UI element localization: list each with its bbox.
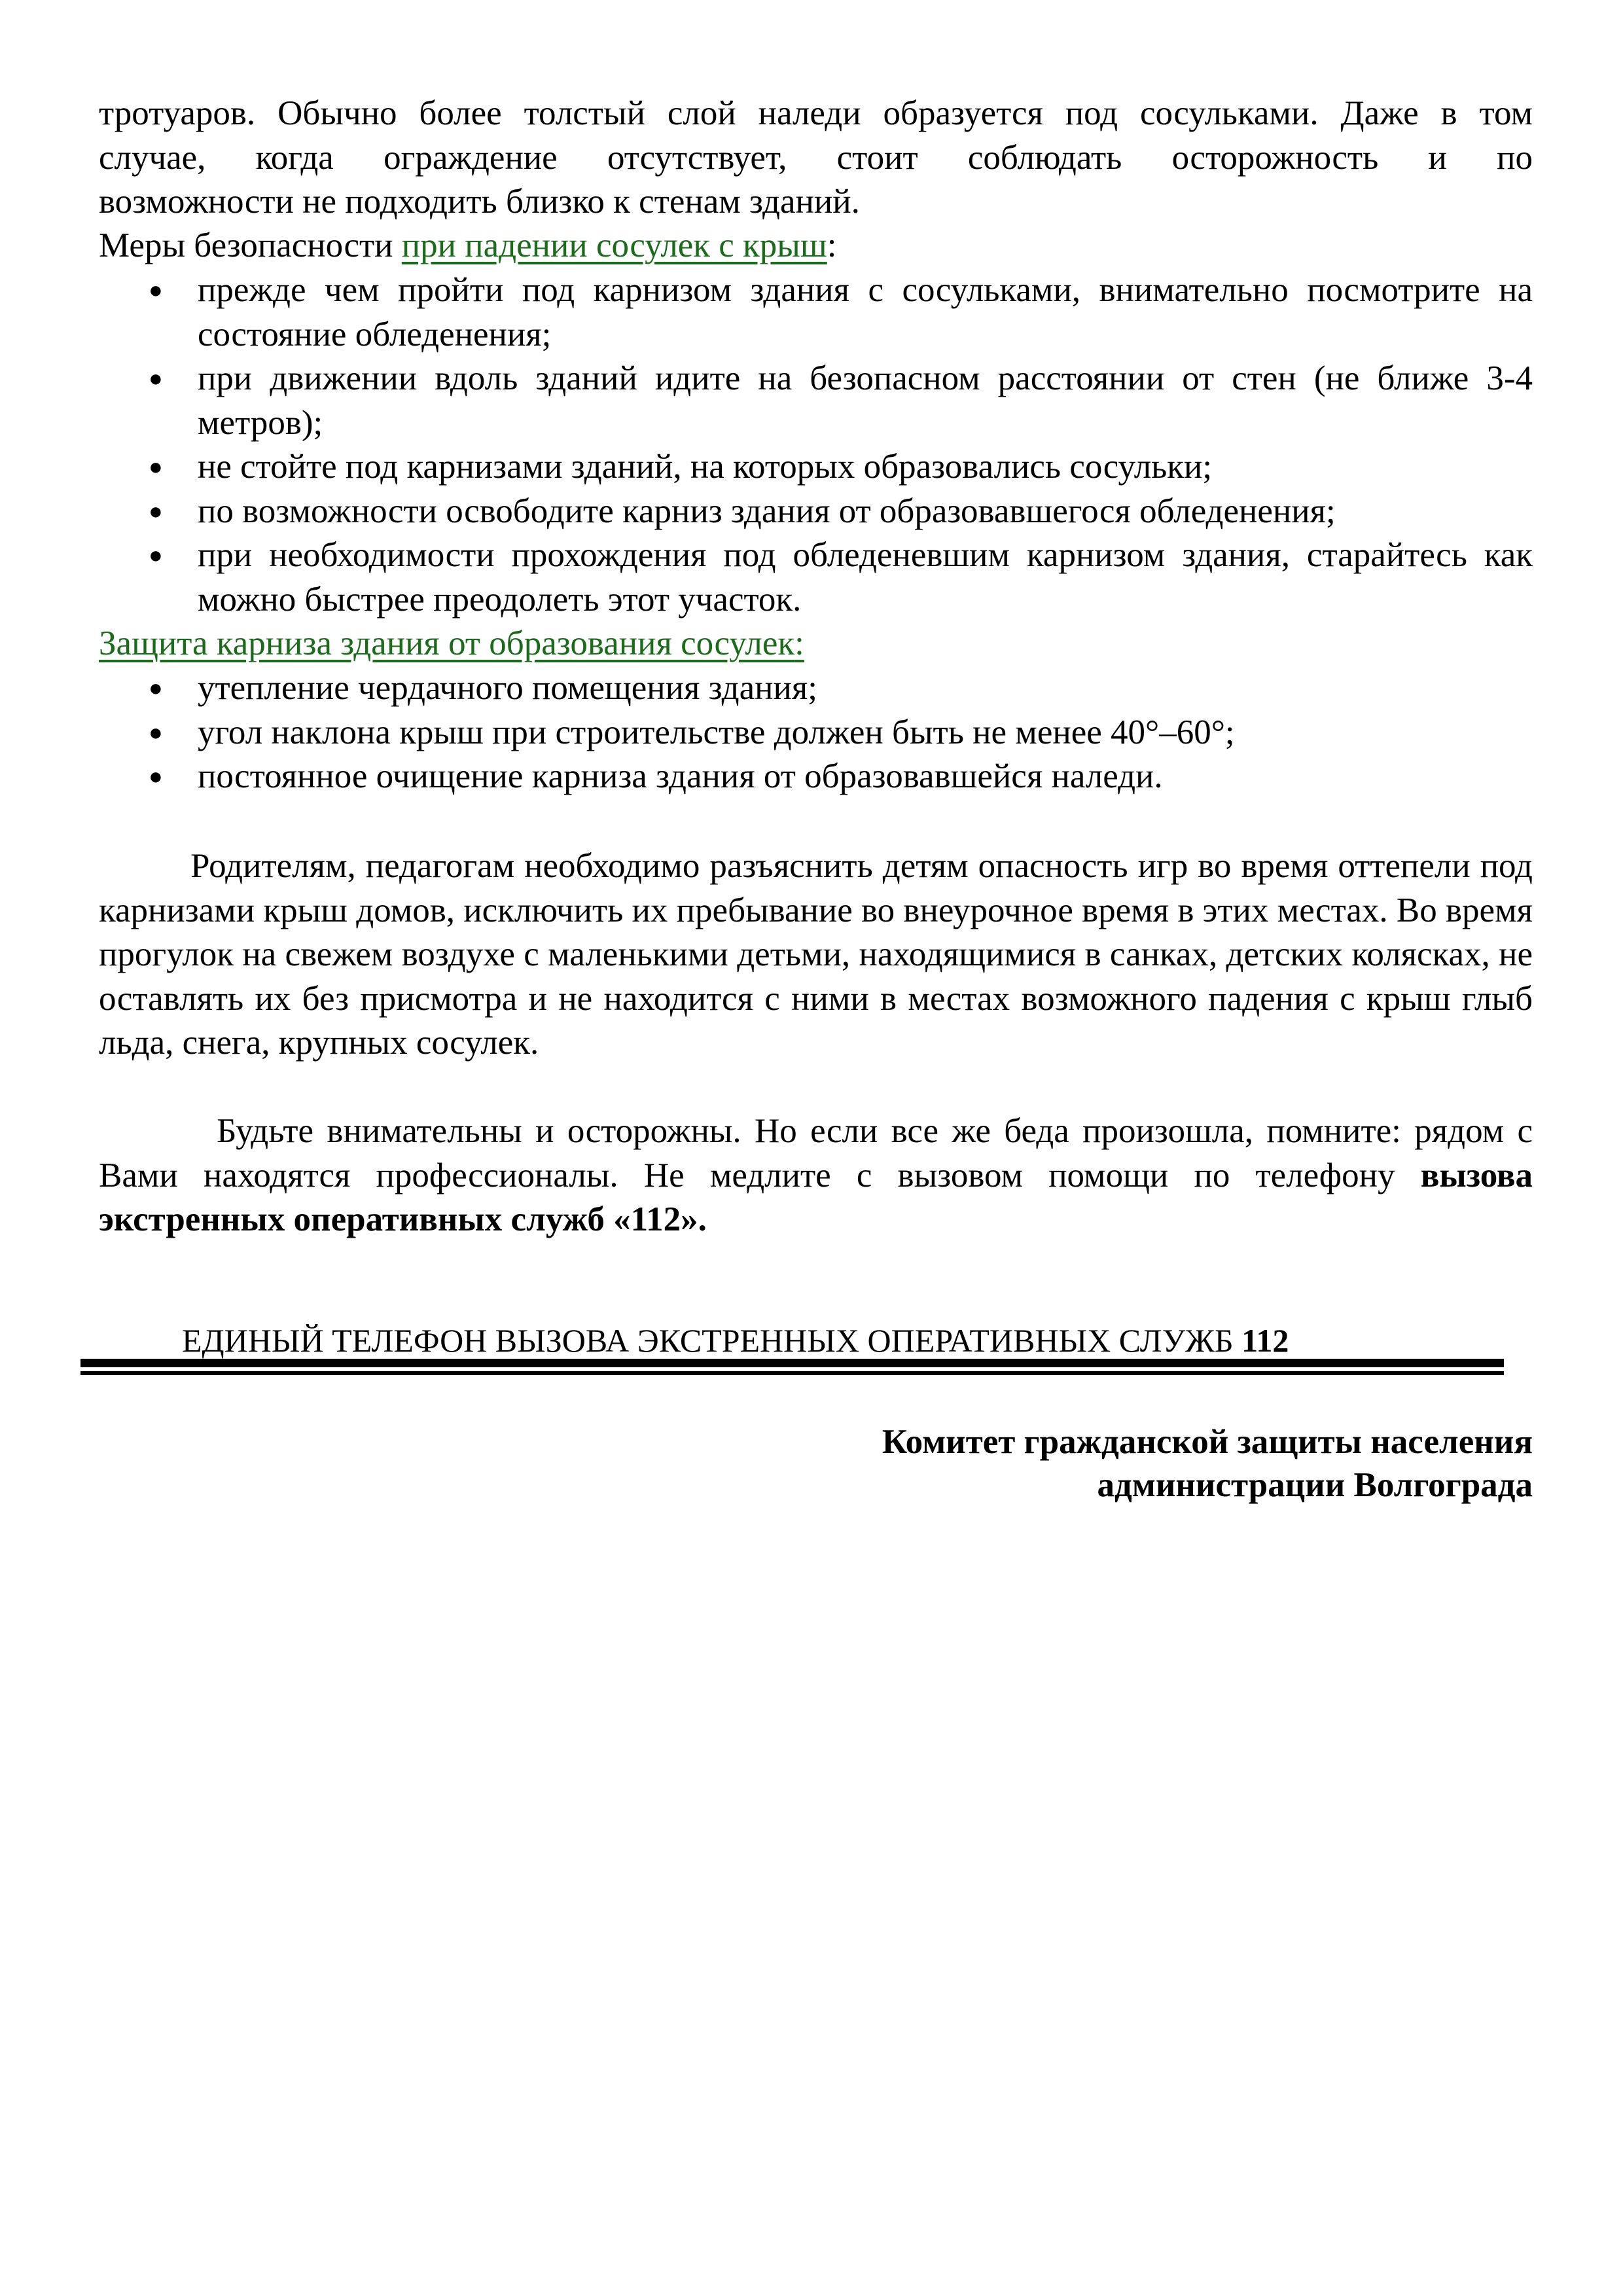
- bullet-icon: ●: [149, 763, 163, 789]
- intro-line-3: возможности не подходить близко к стенам зданий.: [99, 183, 860, 221]
- list-item: ● при необходимости прохождения под обледеневшим карнизом здания, старайтесь как можно быстрее преодолеть этот участок.: [99, 533, 1533, 622]
- banner-text: ЕДИНЫЙ ТЕЛЕФОН ВЫЗОВА ЭКСТРЕННЫХ ОПЕРАТИВНЫХ СЛУЖБ 112: [182, 1322, 1289, 1359]
- intro-line-2: случае, когда ограждение отсутствует, стоит соблюдать осторожность и по: [99, 138, 1533, 177]
- safety-measures-heading: [99, 224, 1533, 268]
- safety-measures-lead: Меры безопасности: [99, 226, 402, 264]
- divider-thin: [80, 1371, 1504, 1375]
- bullet-icon: ●: [149, 365, 163, 391]
- list-item: ● утепление чердачного помещения здания;: [99, 666, 1533, 711]
- closing-text: Будьте внимательны и осторожны. Но если все же беда произошла, помните: рядом с Вами находятся профессионалы. Не медлите с вызовом помощи по телефону: [99, 1112, 1533, 1194]
- bullet-icon: ●: [149, 454, 163, 480]
- safety-measures-link[interactable]: при падении сосулек с крыш: [401, 226, 827, 264]
- divider-thick: [80, 1359, 1504, 1367]
- protection-heading: [99, 622, 1533, 666]
- intro-line-1: тротуаров. Обычно более толстый слой наледи образуется под сосульками. Даже в том: [99, 94, 1533, 132]
- bullet-icon: ●: [149, 719, 163, 745]
- bullet-icon: ●: [149, 277, 163, 303]
- protection-colon: :: [794, 624, 804, 662]
- bullet-icon: ●: [149, 675, 163, 701]
- closing-paragraph: [99, 1109, 1533, 1242]
- list-item: ● при движении вдоль зданий идите на безопасном расстоянии от стен (не ближе 3-4 метров);: [99, 357, 1533, 445]
- list-item: ● угол наклона крыш при строительстве должен быть не менее 40°–60°;: [99, 711, 1533, 755]
- safety-measures-colon: :: [827, 226, 837, 264]
- protection-link[interactable]: Защита карниза здания от образования сосулек: [99, 624, 795, 662]
- signature: [882, 1420, 1533, 1507]
- bullet-icon: ●: [149, 542, 163, 568]
- parents-paragraph: Родителям, педагогам необходимо разъяснить детям опасность игр во время оттепели под карнизами крыш домов, исключить их пребывание во внеурочное время в этих местах. Во время прогулок на свежем воздухе с маленькими детьми, находящимися в санках, детских колясках, не оставлять их без присмотра и не находится с ними в местах возможного падения с крыш глыб льда, снега, крупных сосулек.: [99, 847, 1533, 1062]
- bullet-icon: ●: [149, 497, 163, 524]
- list-item: ● не стойте под карнизами зданий, на которых образовались сосульки;: [99, 445, 1533, 490]
- banner-number: 112: [1241, 1322, 1289, 1359]
- signature-line-2: администрации Волгограда: [1097, 1466, 1533, 1504]
- list-item: ● прежде чем пройти под карнизом здания с сосульками, внимательно посмотрите на состояние обледенения;: [99, 268, 1533, 357]
- protection-list: [99, 666, 1533, 799]
- intro-paragraph: [99, 92, 1533, 224]
- safety-measures-list: [99, 268, 1533, 622]
- signature-line-1: Комитет гражданской защиты населения: [882, 1423, 1533, 1461]
- list-item: ● по возможности освободите карниз здания от образовавшегося обледенения;: [99, 490, 1533, 534]
- closing-bold: вызова экстренных оперативных служб «112».: [99, 1156, 1533, 1238]
- list-item: ● постоянное очищение карниза здания от образовавшейся наледи.: [99, 755, 1533, 799]
